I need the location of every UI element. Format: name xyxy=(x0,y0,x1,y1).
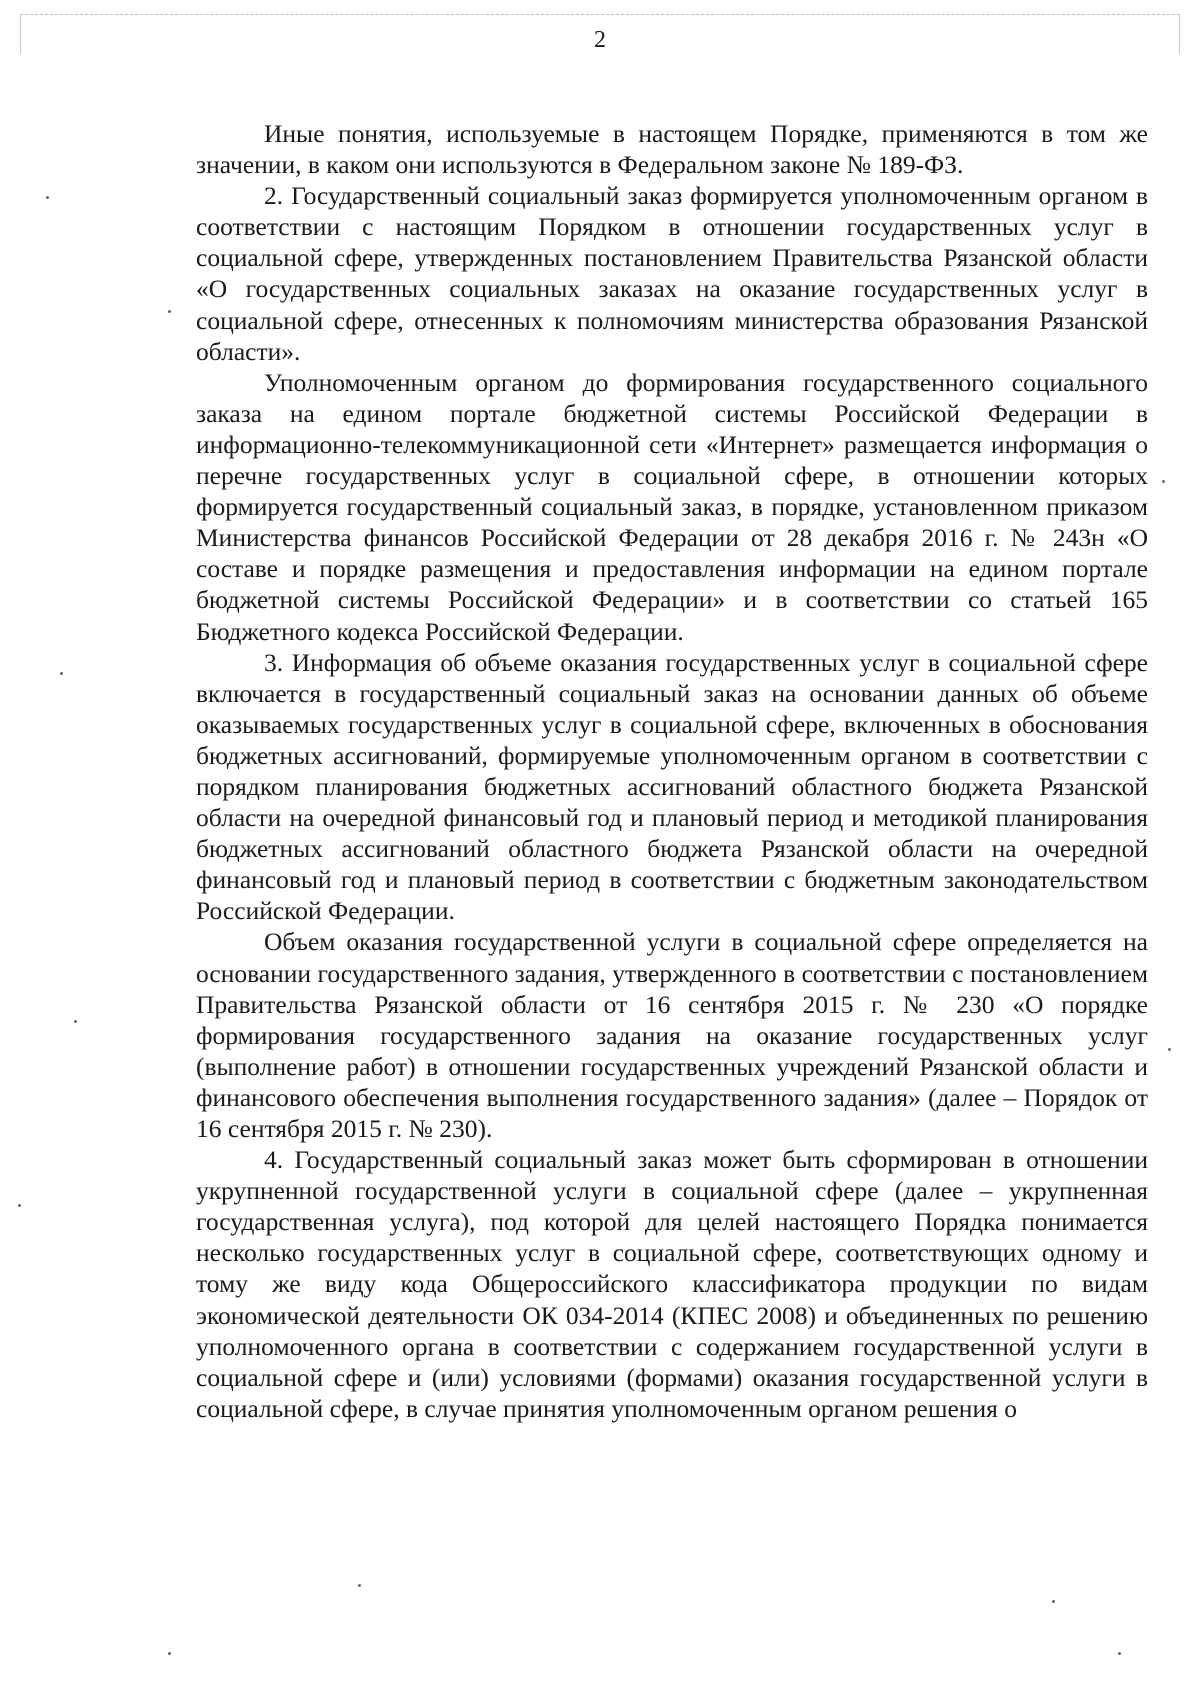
paragraph-item-3: 3. Информация об объеме оказания государственных услуг в социальной сфере включается в государственный социальный заказ на основании данных об объеме оказываемых государственных услуг в социальной сфере, включенных в обоснования бюджетных ассигнований, формируемые уполномоченным органом в соответствии с порядком планирования бюджетных ассигнований областного бюджета Рязанской области на очередной финансовый год и плановый период и методикой планирования бюджетных ассигнований областного бюджета Рязанской области на очередной финансовый год и плановый период в соответствии с бюджетным законодательством Российской Федерации. xyxy=(196,647,1148,926)
scan-speck xyxy=(1118,1652,1121,1655)
document-body xyxy=(196,118,1148,1424)
paragraph-other-concepts: Иные понятия, используемые в настоящем Порядке, применяются в том же значении, в каком они используются в Федеральном законе № 189-ФЗ. xyxy=(196,119,1148,180)
paragraph-service-volume: Объем оказания государственной услуги в социальной сфере определяется на основании государственного задания, утвержденного в соответствии с постановлением Правительства Рязанской области от 16 сентября 2015 г. № 230 «О порядке формирования государственного задания на оказание государственных услуг (выполнение работ) в отношении государственных учреждений Рязанской области и финансового обеспечения выполнения государственного задания» (далее – Порядок от 16 сентября 2015 г. № 230). xyxy=(196,927,1148,1143)
scan-speck xyxy=(1052,1600,1055,1603)
scan-speck xyxy=(46,196,49,199)
scan-top-border xyxy=(20,14,1180,15)
paragraph-authorized-body-info: Уполномоченным органом до формирования государственного социального заказа на едином портале бюджетной системы Российской Федерации в информационно-телекоммуникационной сети «Интернет» размещается информация о перечне государственных услуг в социальной сфере, в отношении которых формируется государственный социальный заказ, в порядке, установленном приказом Министерства финансов Российской Федерации от 28 декабря 2016 г. № 243н «О составе и порядке размещения и предоставления информации на едином портале бюджетной системы Российской Федерации» и в соответствии со статьей 165 Бюджетного кодекса Российской Федерации. xyxy=(196,367,1148,646)
scan-speck xyxy=(168,1652,171,1655)
scan-speck xyxy=(74,1020,77,1023)
scan-speck xyxy=(168,310,171,313)
scan-speck xyxy=(18,1204,21,1207)
scan-speck xyxy=(60,672,63,675)
page-number: 2 xyxy=(594,27,606,53)
paragraph-item-2: 2. Государственный социальный заказ формируется уполномоченным органом в соответствии с настоящим Порядком в отношении государственных услуг в социальной сфере, утвержденных постановлением Правительства Рязанской области «О государственных социальных заказах на оказание государственных услуг в социальной сфере, отнесенных к полномочиям министерства образования Рязанской области». xyxy=(196,181,1148,366)
scan-speck xyxy=(1162,480,1165,483)
paragraph-item-4: 4. Государственный социальный заказ может быть сформирован в отношении укрупненной государственной услуги в социальной сфере (далее – укрупненная государственная услуга), под которой для целей настоящего Порядка понимается несколько государственных услуг в социальной сфере, соответствующих одному и тому же виду кода Общероссийского классификатора продукции по видам экономической деятельности ОК 034-2014 (КПЕС 2008) и объединенных по решению уполномоченного органа в соответствии с содержанием государственной услуги в социальной сфере и (или) условиями (формами) оказания государственной услуги в социальной сфере, в случае принятия уполномоченным органом решения о xyxy=(196,1145,1148,1423)
scan-speck xyxy=(358,1584,361,1587)
scan-speck xyxy=(1168,1048,1171,1051)
